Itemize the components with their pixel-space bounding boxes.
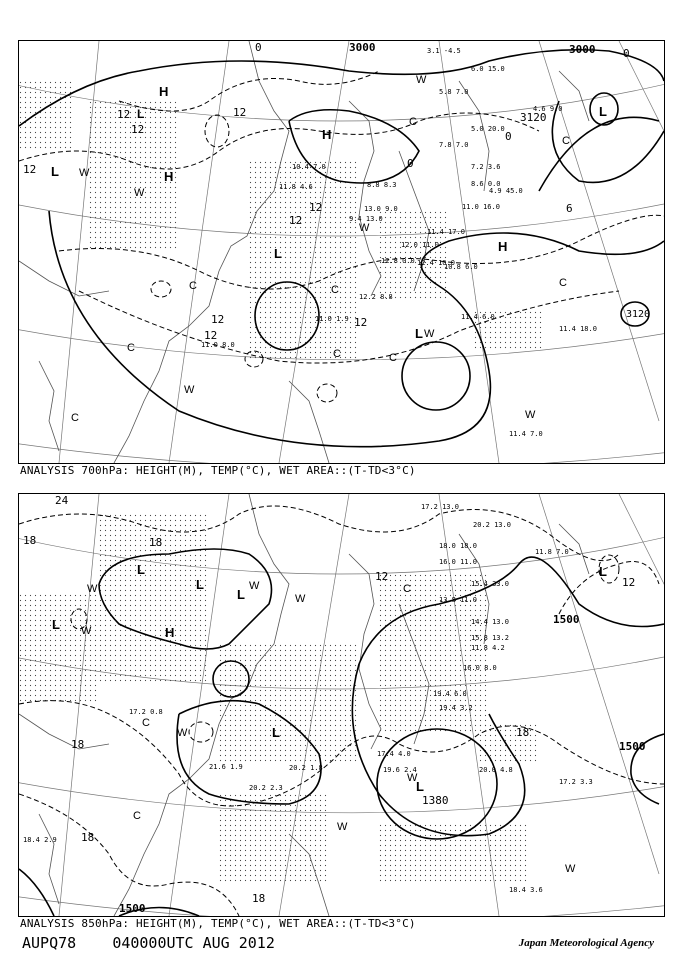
cold-marker: C [409,116,417,128]
station-value: 11.8 4.6 [279,183,313,191]
product-code: AUPQ78 [22,934,77,952]
temp-label: 18 [23,534,37,547]
station-value: 19.6 2.4 [383,766,417,774]
low-pressure-marker: L [415,326,423,341]
high-pressure-marker: H [165,625,175,640]
station-value: 17.4 4.0 [377,750,411,758]
station-value: 17.2 3.3 [559,778,593,786]
warm-marker: W [565,863,576,875]
contour-label: 3000 [569,43,596,56]
station-value: 6.0 15.0 [471,65,505,73]
station-value: 11.0 1.9 [315,315,349,323]
station-value: 11.4 17.0 [427,228,465,236]
low-pressure-marker: L [274,246,282,261]
warm-marker: W [249,580,260,592]
cold-marker: C [331,284,339,296]
warm-marker: W [424,328,435,340]
temp-label: 18 [81,831,95,844]
warm-marker: W [407,772,418,784]
temp-label: 12 [233,106,247,119]
temp-label: 0 [407,157,414,170]
station-value: 16.0 11.0 [439,558,477,566]
station-value: 12.0 11.0 [401,241,439,249]
station-value: 12.2 8.8 [359,293,393,301]
station-value: 18.4 3.6 [509,886,543,894]
station-value: 11.0 8.0 [201,341,235,349]
warm-marker: W [184,384,195,396]
station-value: 5.8 7.0 [439,88,469,96]
station-value: 20.2 2.3 [249,784,283,792]
cold-marker: C [142,717,150,729]
cold-marker: C [403,583,411,595]
cold-marker: C [562,135,570,147]
map-panel-850hpa [18,493,665,917]
panel-caption-850hpa: ANALYSIS 850hPa: HEIGHT(M), TEMP(°C), WET AREA::(T-TD<3°C) [20,917,416,930]
station-value: 20.2 1.8 [289,764,323,772]
station-value: 11.4 6.0 [461,313,495,321]
station-value: 17.2 0.8 [129,708,163,716]
temp-label: 18 [71,738,85,751]
station-value: 8.8 8.3 [367,181,397,189]
low-pressure-marker: L [137,562,145,577]
contour-label: 1500 [553,613,580,626]
station-value: 7.2 3.6 [471,163,501,171]
contour-label: 1500 [619,740,646,753]
high-pressure-marker: H [322,127,332,142]
map-700hpa-chart [19,41,664,463]
temp-label: 12 [309,201,323,214]
station-value: 3.1 -4.5 [427,47,461,55]
station-value: 4.6 9.0 [533,105,563,113]
cold-marker: C [559,277,567,289]
cold-marker: C [71,412,79,424]
station-value: 18.0 18.0 [439,542,477,550]
station-value: 19.4 3.2 [439,704,473,712]
temp-label: 12 [117,108,131,121]
warm-marker: W [177,727,188,739]
contour-label: 3120 [520,111,547,124]
station-value: 7.8 7.0 [439,141,469,149]
temp-label: 12 [131,123,145,136]
station-value: 15.4 33.0 [471,580,509,588]
station-value: 11.8 4.2 [471,644,505,652]
wet-area-stipple [19,514,539,884]
station-value: 20.0 4.8 [479,766,513,774]
low-pressure-marker: L [52,617,60,632]
temp-label: 18 [252,892,266,905]
station-value: 5.0 20.0 [471,125,505,133]
low-pressure-marker: L [599,564,607,579]
station-value: 10.8 6.0 [444,263,478,271]
temp-label: 6 [566,202,573,215]
station-value: 18.4 2.9 [23,836,57,844]
temp-label: 0 [255,41,262,54]
contour-label: 3000 [349,41,376,54]
temp-label: 12 [375,570,389,583]
low-pressure-marker: L [237,587,245,602]
temp-label: 0 [505,130,512,143]
map-panel-700hpa [18,40,665,464]
cold-marker: C [127,342,135,354]
temp-label: 12 [622,576,636,589]
station-value: 20.2 13.0 [473,521,511,529]
cold-marker: C [189,280,197,292]
warm-marker: W [525,409,536,421]
low-pressure-marker: L [196,577,204,592]
station-value: 15.8 13.2 [471,634,509,642]
warm-marker: W [79,167,90,179]
station-value: 13.0 9.0 [364,205,398,213]
station-value: 21.6 1.9 [209,763,243,771]
station-value: 12.8 0.0 [381,257,415,265]
low-pressure-marker: L [599,104,607,119]
valid-time: 040000UTC AUG 2012 [112,934,275,952]
low-pressure-marker: L [137,107,145,121]
contour-label: 3120 [626,309,651,320]
temp-label: 12 [204,329,218,342]
station-value: 11.8 7.0 [535,548,569,556]
station-value: 11.4 7.0 [509,430,543,438]
warm-marker: W [337,821,348,833]
agency-name: Japan Meteorological Agency [518,937,654,949]
station-value: 11.4 18.0 [559,325,597,333]
temp-label: 12 [289,214,303,227]
low-pressure-marker: L [51,164,59,179]
panel-caption-700hpa: ANALYSIS 700hPa: HEIGHT(M), TEMP(°C), WET AREA::(T-TD<3°C) [20,464,416,477]
warm-marker: W [295,593,306,605]
station-value: 10.4 7.0 [292,163,326,171]
temp-label: 0 [623,47,630,60]
high-pressure-marker: H [159,84,169,99]
warm-marker: W [81,625,92,637]
temp-label: 12 [354,316,368,329]
temp-label: 18 [516,726,530,739]
station-value: 4.9 45.0 [489,187,523,195]
cold-marker: C [333,348,341,360]
warm-marker: W [359,222,370,234]
station-value: 14.4 13.0 [471,618,509,626]
product-code-line [22,934,275,952]
high-pressure-marker: H [164,169,174,184]
station-value: 19.4 6.0 [433,690,467,698]
warm-marker: W [416,74,427,86]
station-value: 16.0 8.0 [463,664,497,672]
station-value: 11.0 16.0 [462,203,500,211]
high-pressure-marker: H [498,239,508,254]
contour-label: 1500 [119,902,146,915]
station-value: 8.6 0.0 [471,180,501,188]
map-850hpa-chart [19,494,664,916]
temp-label: 12 [23,163,37,176]
temp-label: 24 [55,494,69,507]
low-pressure-marker: L [272,725,280,740]
temp-label: 18 [149,536,163,549]
temp-label: 12 [211,313,225,326]
cold-marker: C [133,810,141,822]
warm-marker: W [87,583,98,595]
warm-marker: W [134,187,145,199]
station-value: 9.4 13.0 [349,215,383,223]
station-value: 12.4 10.0 [417,259,455,267]
low-pressure-marker: L [416,779,424,794]
station-value: 13.8 11.0 [439,596,477,604]
station-value: 17.2 13.0 [421,503,459,511]
cold-marker: C [389,352,397,364]
contour-label: 1380 [422,794,449,807]
